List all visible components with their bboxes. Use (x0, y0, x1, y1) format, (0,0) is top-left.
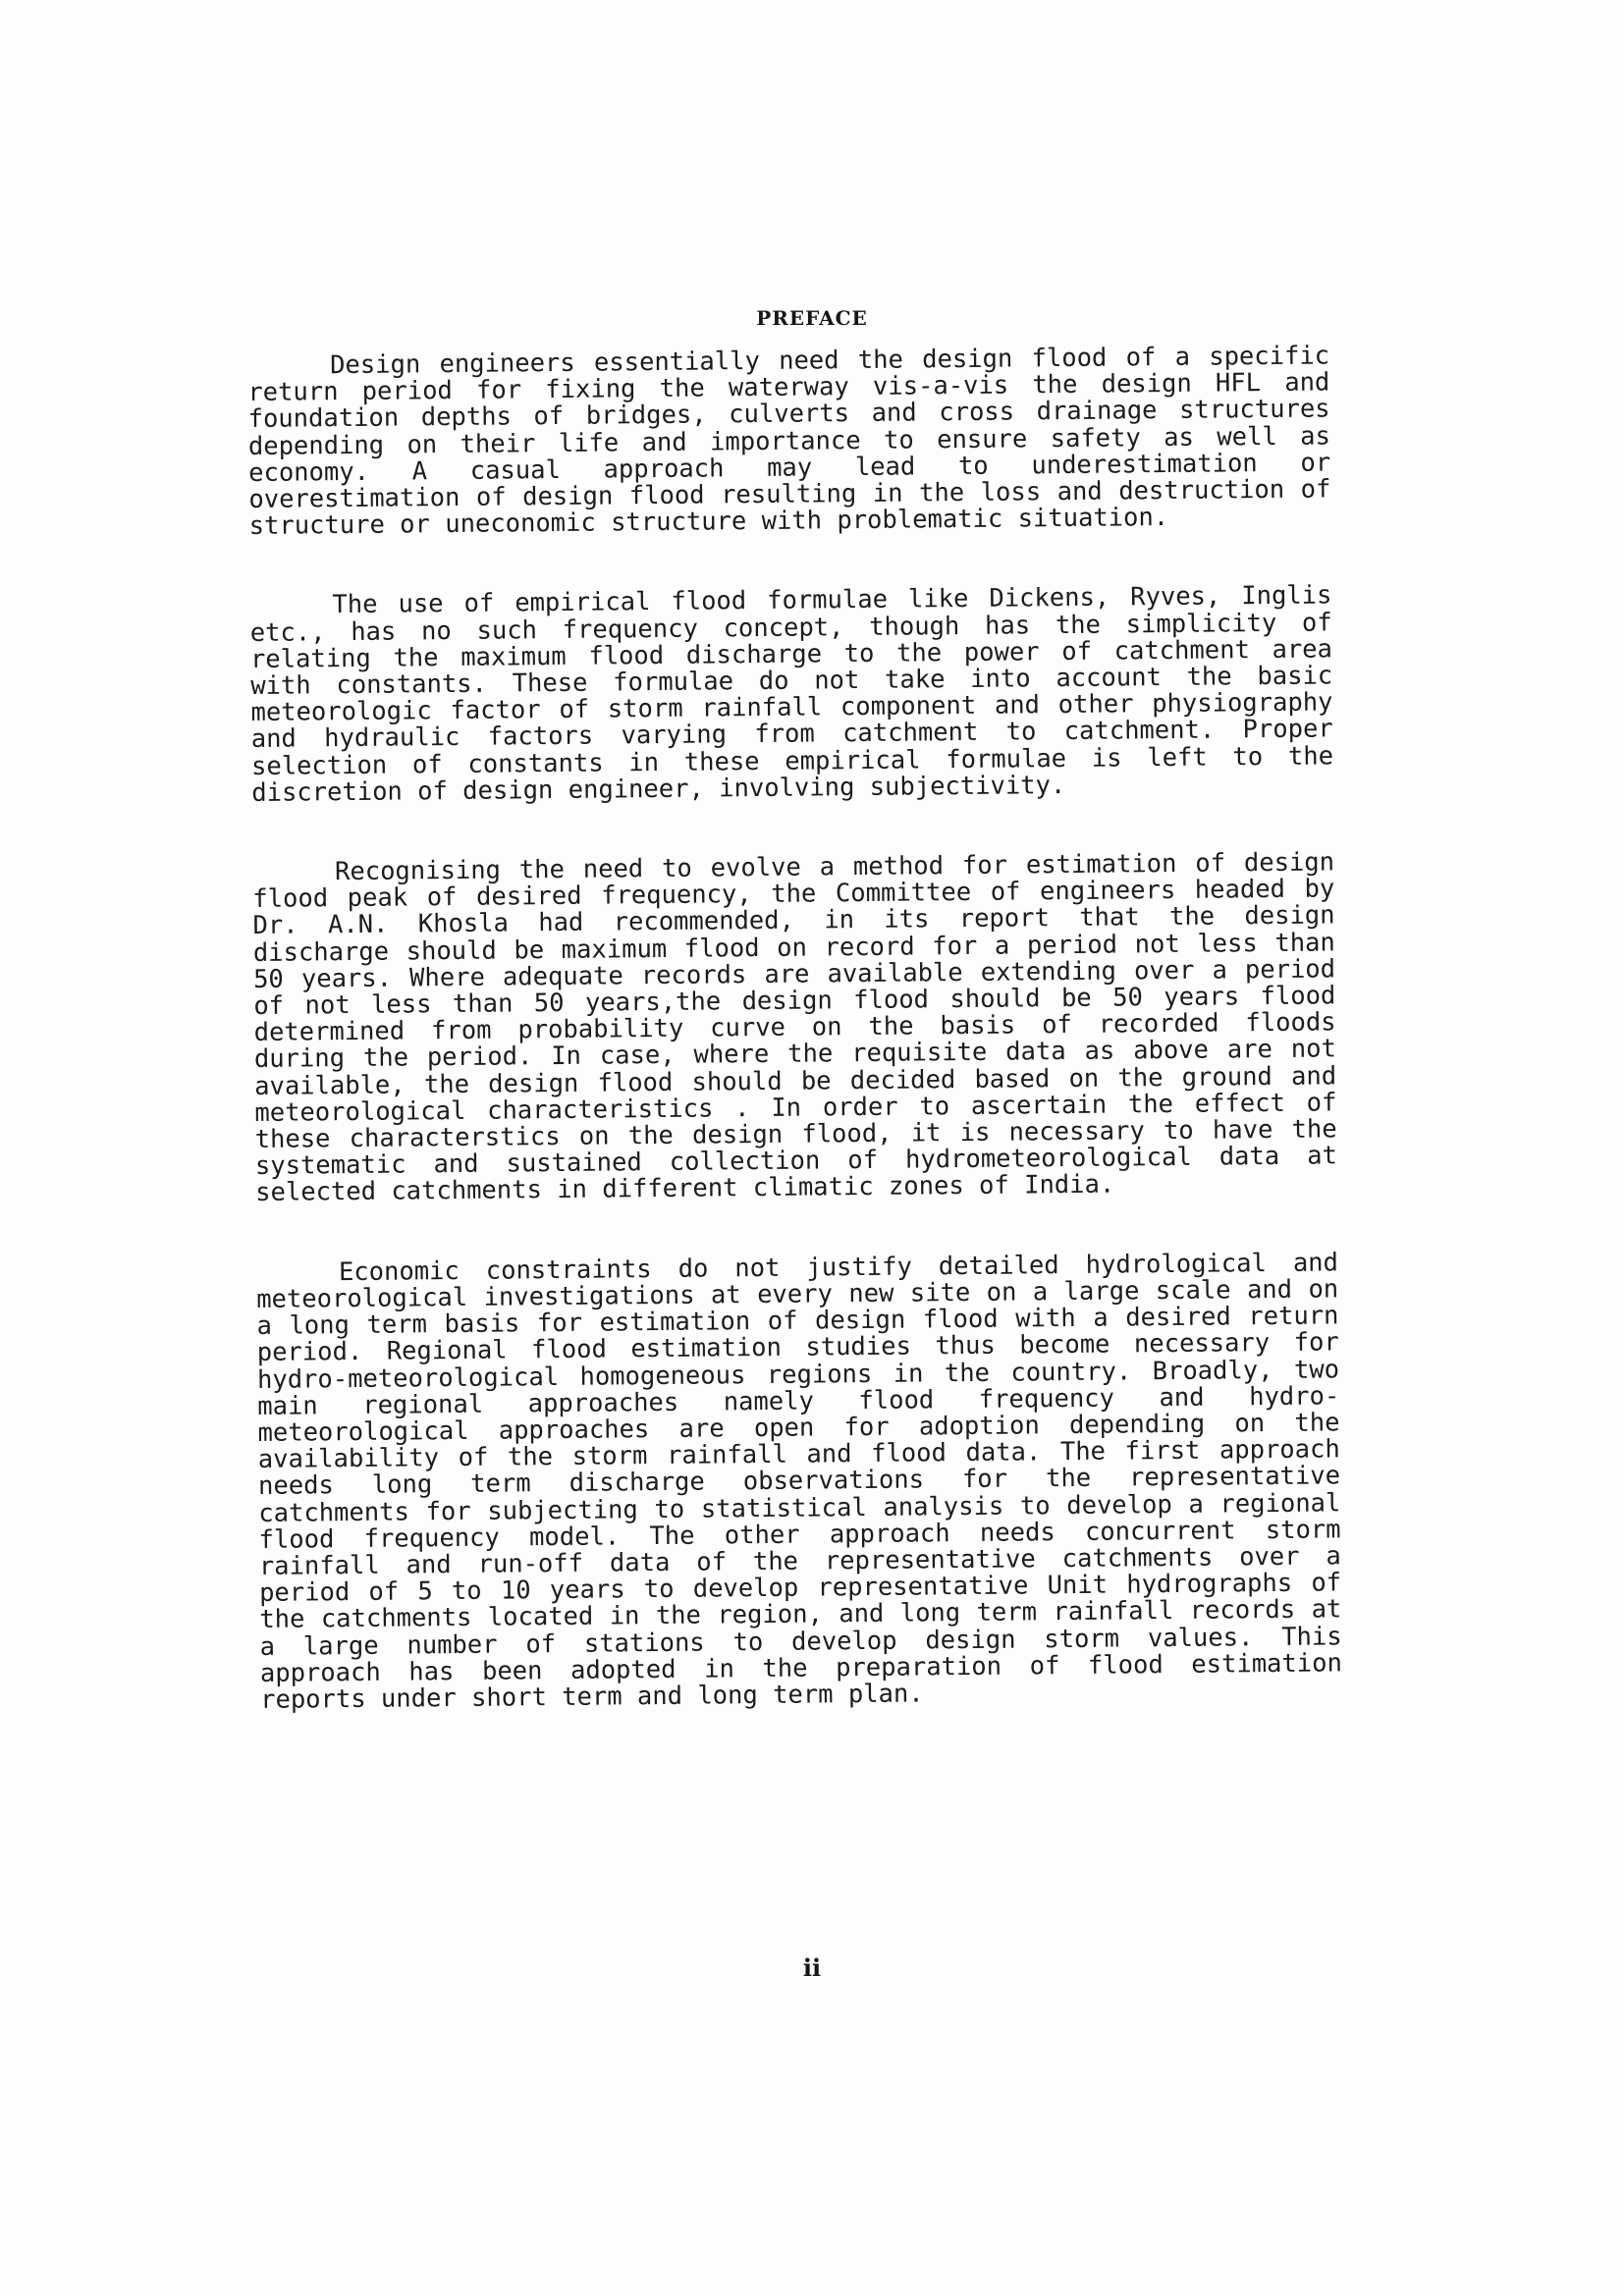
paragraph-khosla-committee: Recognising the need to evolve a method for estimation of design flood peak of desired frequency, the Committee of engineers headed by Dr. A.N. Khosla had recommended, in its report that the design discharge should be maximum flood on record for a period not less than 50 years. Where adequate records are available extending over a period of not less than 50 years,the design flood should be 50 years flood determined from probability curve on the basis of recorded floods during the period. In case, where the requisite data as above are not available, the design flood should be decided based on the ground and meteorological characteristics . In order to ascertain the effect of these characterstics on the design flood, it is necessary to have the systematic and sustained collection of hydrometeorological data at selected catchments in different climatic zones of India. (252, 847, 1338, 1208)
paragraph-design-flood-need: Design engineers essentially need the design flood of a specific return period for fixing the waterway vis-a-vis the design HFL and foundation depths of bridges, culverts and cross drainage structures depending on their life and importance to ensure safety as well as economy. A casual approach may lead to underestimation or overestimation of design flood resulting in the loss and destruction of structure or uneconomic structure with problematic situation. (247, 341, 1331, 542)
paragraph-regional-approaches: Economic constraints do not justify detailed hydrological and meteorological investigations at every new site on a large scale and on a long term basis for estimation of design flood with a desired return period. Regional flood estimation studies thus become necessary for hydro-meteorological homogeneous regions in the country. Broadly, two main regional approaches namely flood frequency and hydro-meteorological approaches are open for adoption depending on the availability of the storm rainfall and flood data. The first approach needs long term discharge observations for the representative catchments for subjecting to statistical analysis to develop a regional flood frequency model. The other approach needs concurrent storm rainfall and run-off data of the representative catchments over a period of 5 to 10 years to develop representative Unit hydrographs of the catchments located in the region, and long term rainfall records at a large number of stations to develop design storm values. This approach has been adopted in the preparation of flood estimation reports under short term and long term plan. (256, 1248, 1343, 1715)
preface-body (247, 343, 1342, 1714)
preface-heading: PREFACE (756, 306, 868, 330)
page-number: ii (802, 1953, 822, 1982)
paragraph-empirical-formulae: The use of empirical flood formulae like Dickens, Ryves, Inglis etc., has no such frequency concept, though has the simplicity of relating the maximum flood discharge to the power of catchment area with constants. These formulae do not take into account the basic meteorologic factor of storm rainfall component and other physiography and hydraulic factors varying from catchment to catchment. Proper selection of constants in these empirical formulae is left to the discretion of design engineer, involving subjectivity. (249, 580, 1334, 808)
